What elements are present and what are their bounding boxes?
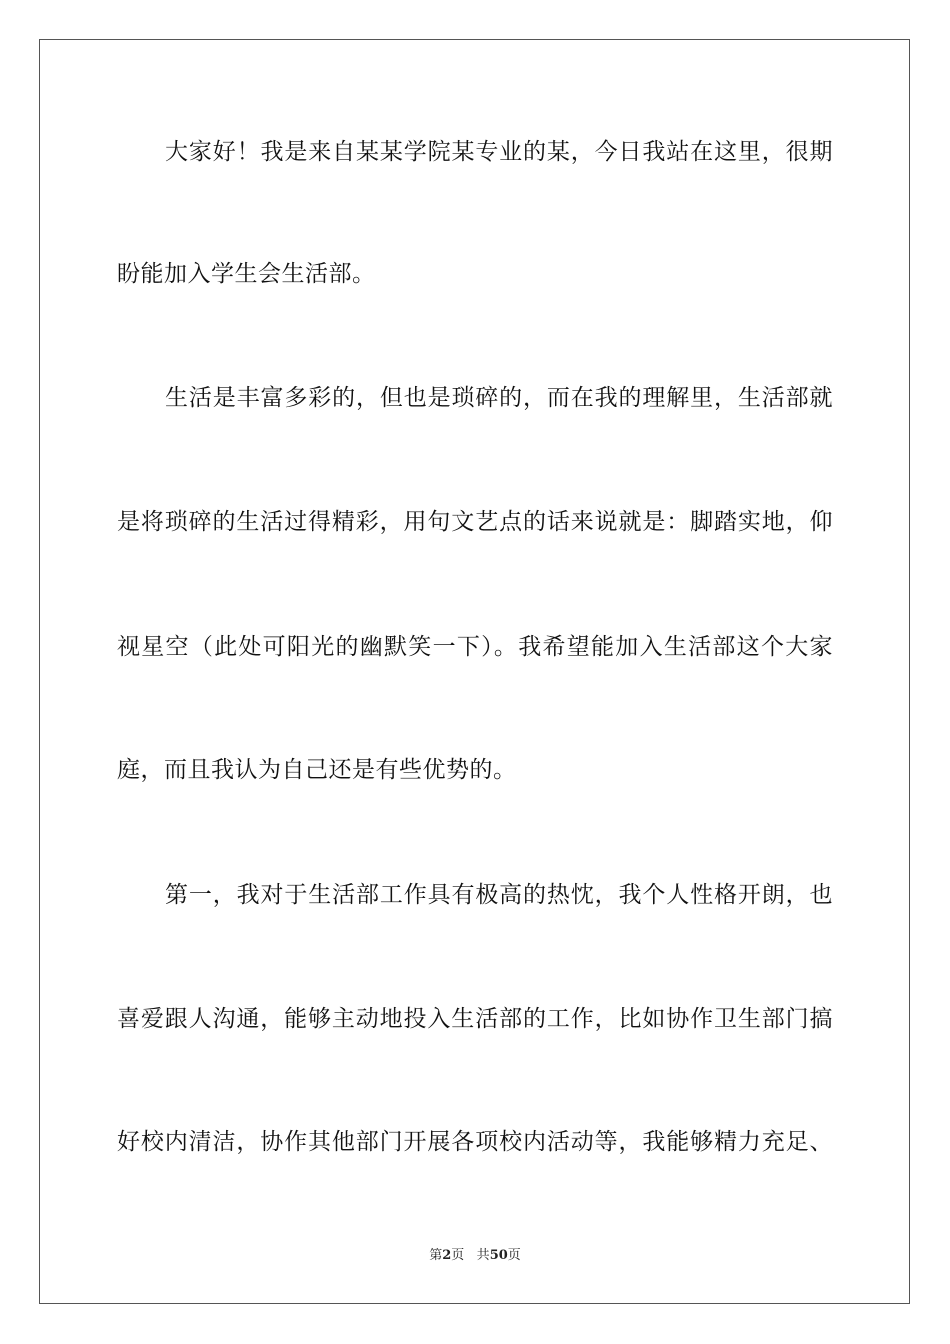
footer-total-suffix: 页 bbox=[507, 1248, 521, 1263]
paragraph-2-line-1: 生活是丰富多彩的，但也是琐碎的，而在我的理解里，生活部就 bbox=[165, 385, 833, 411]
paragraph-3-line-3: 好校内清洁，协作其他部门开展各项校内活动等，我能够精力充足、 bbox=[117, 1129, 833, 1155]
footer-prefix: 第 bbox=[429, 1248, 443, 1263]
paragraph-3-line-1: 第一，我对于生活部工作具有极高的热忱，我个人性格开朗，也 bbox=[165, 882, 833, 908]
footer-total-pages: 50 bbox=[489, 1248, 508, 1263]
paragraph-2-line-4: 庭，而且我认为自己还是有些优势的。 bbox=[117, 757, 517, 783]
paragraph-2-line-3: 视星空（此处可阳光的幽默笑一下）。我希望能加入生活部这个大家 bbox=[117, 634, 833, 660]
paragraph-1-line-1: 大家好！我是来自某某学院某专业的某，今日我站在这里，很期 bbox=[165, 139, 833, 165]
page-footer bbox=[0, 1248, 950, 1264]
paragraph-2-line-2: 是将琐碎的生活过得精彩，用句文艺点的话来说就是：脚踏实地，仰 bbox=[117, 509, 833, 535]
page-border bbox=[39, 39, 910, 1304]
paragraph-3-line-2: 喜爱跟人沟通，能够主动地投入生活部的工作，比如协作卫生部门搞 bbox=[117, 1006, 833, 1032]
footer-page-number: 2 bbox=[442, 1248, 452, 1263]
footer-page-suffix: 页 bbox=[451, 1248, 465, 1263]
paragraph-1-line-2: 盼能加入学生会生活部。 bbox=[117, 261, 376, 287]
footer-total-prefix: 共 bbox=[476, 1248, 490, 1263]
